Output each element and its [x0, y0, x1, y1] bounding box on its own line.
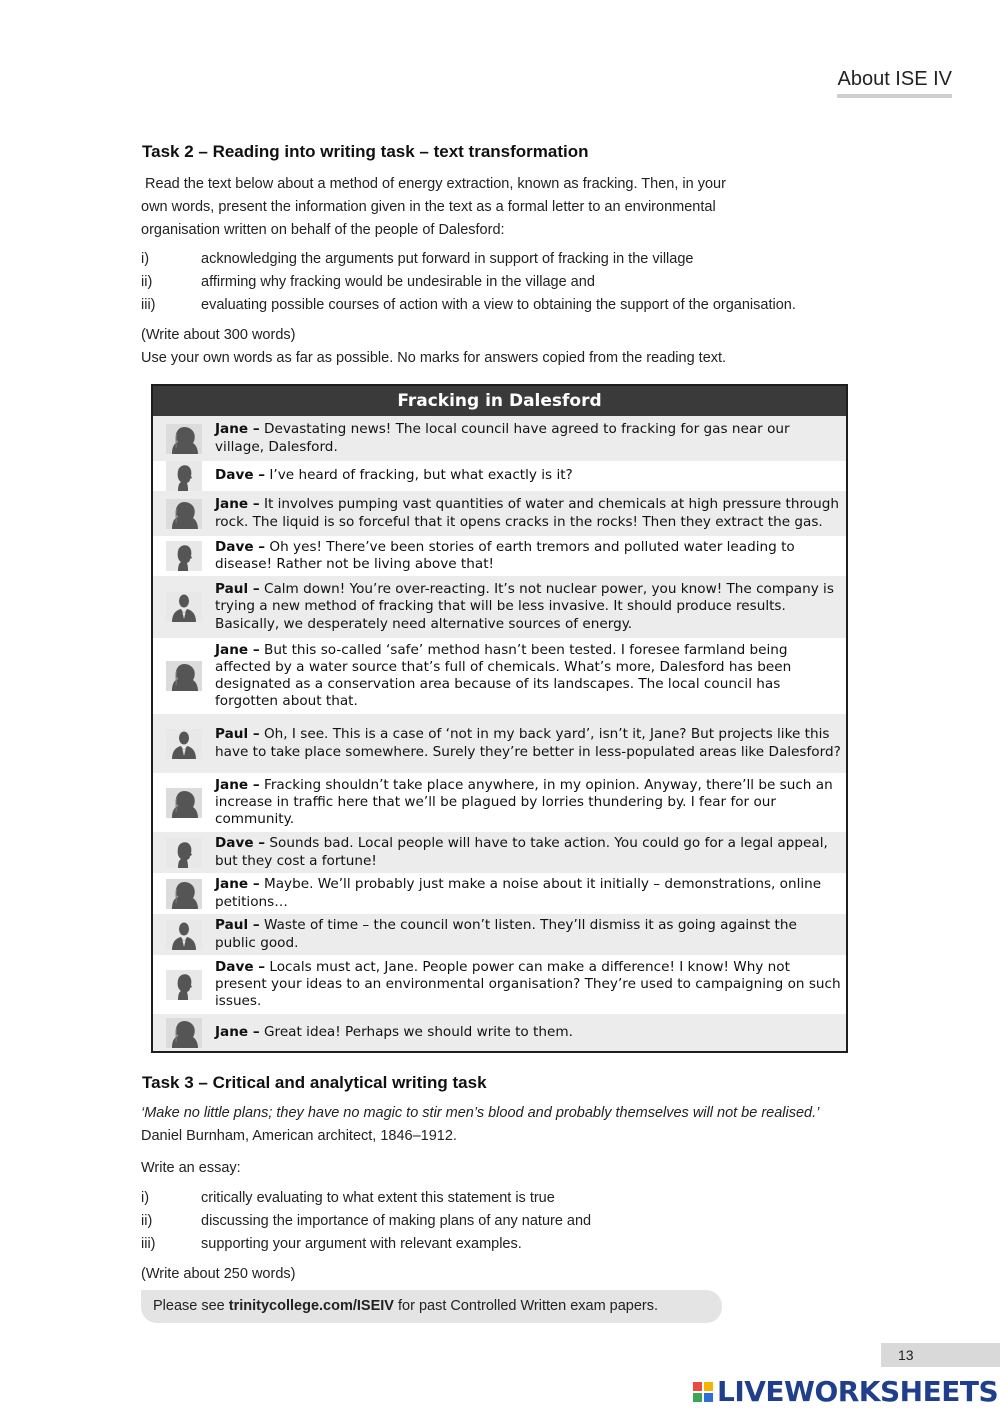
female-silhouette-icon — [153, 1018, 215, 1048]
intro-line: own words, present the information given in the text as a formal letter to an environmental — [141, 199, 716, 215]
female-silhouette-icon — [153, 424, 215, 454]
liveworksheets-icon — [693, 1382, 713, 1402]
dialogue-row — [153, 714, 846, 773]
list-number: i) — [141, 1190, 150, 1206]
dialogue-line — [215, 581, 846, 633]
speaker-text: Oh, I see. This is a case of ‘not in my back yard’, isn’t it, Jane? But projects like this have to take place somewhere. Surely they’re better in less-populated areas like Dalesford? — [215, 726, 841, 760]
speaker-text: I’ve heard of fracking, but what exactly is it? — [265, 467, 573, 484]
speaker-name: Paul – — [215, 726, 260, 743]
dialogue-row — [153, 461, 846, 491]
liveworksheets-logo[interactable] — [693, 1375, 998, 1408]
task3-attribution: Daniel Burnham, American architect, 1846–1912. — [141, 1128, 457, 1144]
dialogue-line — [215, 835, 846, 869]
dialogue-table — [151, 384, 848, 1053]
task2-list — [141, 248, 861, 317]
task3-prompt: Write an essay: — [141, 1160, 241, 1176]
dialogue-row — [153, 1014, 846, 1051]
list-number: ii) — [141, 274, 153, 290]
dialogue-line — [215, 876, 846, 910]
speaker-name: Dave – — [215, 467, 266, 484]
task3-word-count: (Write about 250 words) — [141, 1266, 296, 1282]
list-text: acknowledging the arguments put forward in support of fracking in the village — [201, 251, 694, 267]
speaker-text: Oh yes! There’ve been stories of earth tremors and polluted water leading to disease! Rather not be living above that! — [215, 538, 795, 572]
speaker-name: Jane – — [215, 776, 260, 793]
list-item — [141, 248, 861, 271]
dialogue-line — [215, 421, 846, 455]
dialogue-line — [215, 467, 846, 484]
dialogue-line — [215, 959, 846, 1011]
speaker-name: Dave – — [215, 958, 266, 975]
list-text: critically evaluating to what extent this statement is true — [201, 1190, 555, 1206]
list-text: affirming why fracking would be undesirable in the village and — [201, 274, 595, 290]
page-number: 13 — [881, 1343, 1000, 1367]
speaker-name: Dave – — [215, 835, 266, 852]
female-silhouette-icon — [153, 788, 215, 818]
speaker-name: Jane – — [215, 496, 260, 513]
list-item — [141, 1233, 861, 1256]
dialogue-line — [215, 496, 846, 530]
dialogue-title: Fracking in Dalesford — [153, 386, 846, 416]
speaker-name: Paul – — [215, 917, 260, 934]
dialogue-line — [215, 917, 846, 951]
dialogue-row — [153, 955, 846, 1014]
speaker-name: Dave – — [215, 538, 266, 555]
list-number: iii) — [141, 1236, 156, 1252]
list-item — [141, 271, 861, 294]
note-prefix: Please see — [153, 1298, 229, 1314]
list-item — [141, 1210, 861, 1233]
male-silhouette-icon — [153, 838, 215, 868]
task2-word-count: (Write about 300 words) — [141, 327, 296, 343]
female-silhouette-icon — [153, 879, 215, 909]
dialogue-row — [153, 491, 846, 536]
female-silhouette-icon — [153, 661, 215, 691]
speaker-text: Waste of time – the council won’t listen. They’ll dismiss it as going against the public good. — [215, 917, 797, 951]
female-silhouette-icon — [153, 499, 215, 529]
dialogue-row — [153, 536, 846, 576]
dialogue-row — [153, 832, 846, 873]
list-number: ii) — [141, 1213, 153, 1229]
speaker-text: It involves pumping vast quantities of water and chemicals at high pressure through rock. The liquid is so forceful that it opens cracks in the rocks! Then they extract the gas. — [215, 496, 839, 530]
task2-instruction: Use your own words as far as possible. No marks for answers copied from the reading text. — [141, 350, 727, 366]
list-item — [141, 294, 861, 317]
task3-heading: Task 3 – Critical and analytical writing task — [142, 1073, 487, 1092]
dialogue-row — [153, 914, 846, 955]
list-number: iii) — [141, 297, 156, 313]
liveworksheets-wordmark: LIVEWORKSHEETS — [717, 1375, 999, 1408]
speaker-text: Locals must act, Jane. People power can make a difference! I know! Why not present your ideas to an environmental organisation? They’re used to campaigning on such issues. — [215, 958, 841, 1010]
section-title: About ISE IV — [837, 68, 952, 98]
speaker-text: Devastating news! The local council have agreed to fracking for gas near our village, Dalesford. — [215, 421, 790, 455]
dialogue-row — [153, 773, 846, 832]
male-silhouette-icon — [153, 541, 215, 571]
dialogue-line — [215, 539, 846, 573]
speaker-text: Fracking shouldn’t take place anywhere, in my opinion. Anyway, there’ll be such an increase in traffic here that we’ll be plagued by lorries thundering by. I fear for our community. — [215, 776, 833, 828]
male-silhouette-icon — [153, 970, 215, 1000]
list-text: supporting your argument with relevant examples. — [201, 1236, 522, 1252]
task3-quote: ‘Make no little plans; they have no magic to stir men’s blood and probably themselves will not be realised.’ — [141, 1105, 820, 1121]
speaker-text: Calm down! You’re over-reacting. It’s not nuclear power, you know! The company is trying a new method of fracking that will be less invasive. It should produce results. Basically, we desperately need alternative sources of energy. — [215, 581, 834, 632]
speaker-name: Paul – — [215, 581, 260, 598]
dialogue-line — [215, 777, 846, 829]
speaker-name: Jane – — [215, 876, 260, 893]
speaker-text: Maybe. We’ll probably just make a noise about it initially – demonstrations, online petitions… — [215, 876, 822, 910]
list-number: i) — [141, 251, 150, 267]
dialogue-line — [215, 642, 846, 711]
speaker-text: But this so-called ‘safe’ method hasn’t been tested. I foresee farmland being affected by a water source that’s full of chemicals. What’s more, Dalesford has been designated as a conservation area because of its landscapes. The local council has forgotten about that. — [215, 641, 792, 710]
speaker-name: Jane – — [215, 641, 260, 658]
dialogue-row — [153, 576, 846, 638]
dialogue-row — [153, 416, 846, 461]
trinity-link[interactable]: trinitycollege.com/ISEIV — [228, 1298, 394, 1314]
task3-list — [141, 1187, 861, 1256]
exam-papers-note — [141, 1290, 722, 1323]
list-text: discussing the importance of making plans of any nature and — [201, 1213, 592, 1229]
task2-intro — [141, 173, 781, 242]
dialogue-row — [153, 873, 846, 914]
dialogue-line — [215, 1024, 846, 1041]
dialogue-row — [153, 638, 846, 714]
speaker-text: Sounds bad. Local people will have to take action. You could go for a legal appeal, but they cost a fortune! — [215, 835, 828, 869]
speaker-name: Jane – — [215, 421, 260, 438]
list-text: evaluating possible courses of action with a view to obtaining the support of the organisation. — [201, 297, 796, 313]
list-item — [141, 1187, 861, 1210]
male-silhouette-icon — [153, 461, 215, 491]
speaker-name: Jane – — [215, 1023, 260, 1040]
task2-heading: Task 2 – Reading into writing task – text transformation — [142, 142, 589, 161]
businessman-silhouette-icon — [153, 729, 215, 759]
dialogue-rows — [153, 416, 846, 1051]
businessman-silhouette-icon — [153, 592, 215, 622]
intro-line: organisation written on behalf of the people of Dalesford: — [141, 222, 505, 238]
intro-line: Read the text below about a method of energy extraction, known as fracking. Then, in your — [141, 176, 726, 192]
businessman-silhouette-icon — [153, 920, 215, 950]
speaker-text: Great idea! Perhaps we should write to them. — [259, 1023, 573, 1040]
note-suffix: for past Controlled Written exam papers. — [393, 1298, 659, 1314]
dialogue-line — [215, 726, 846, 760]
